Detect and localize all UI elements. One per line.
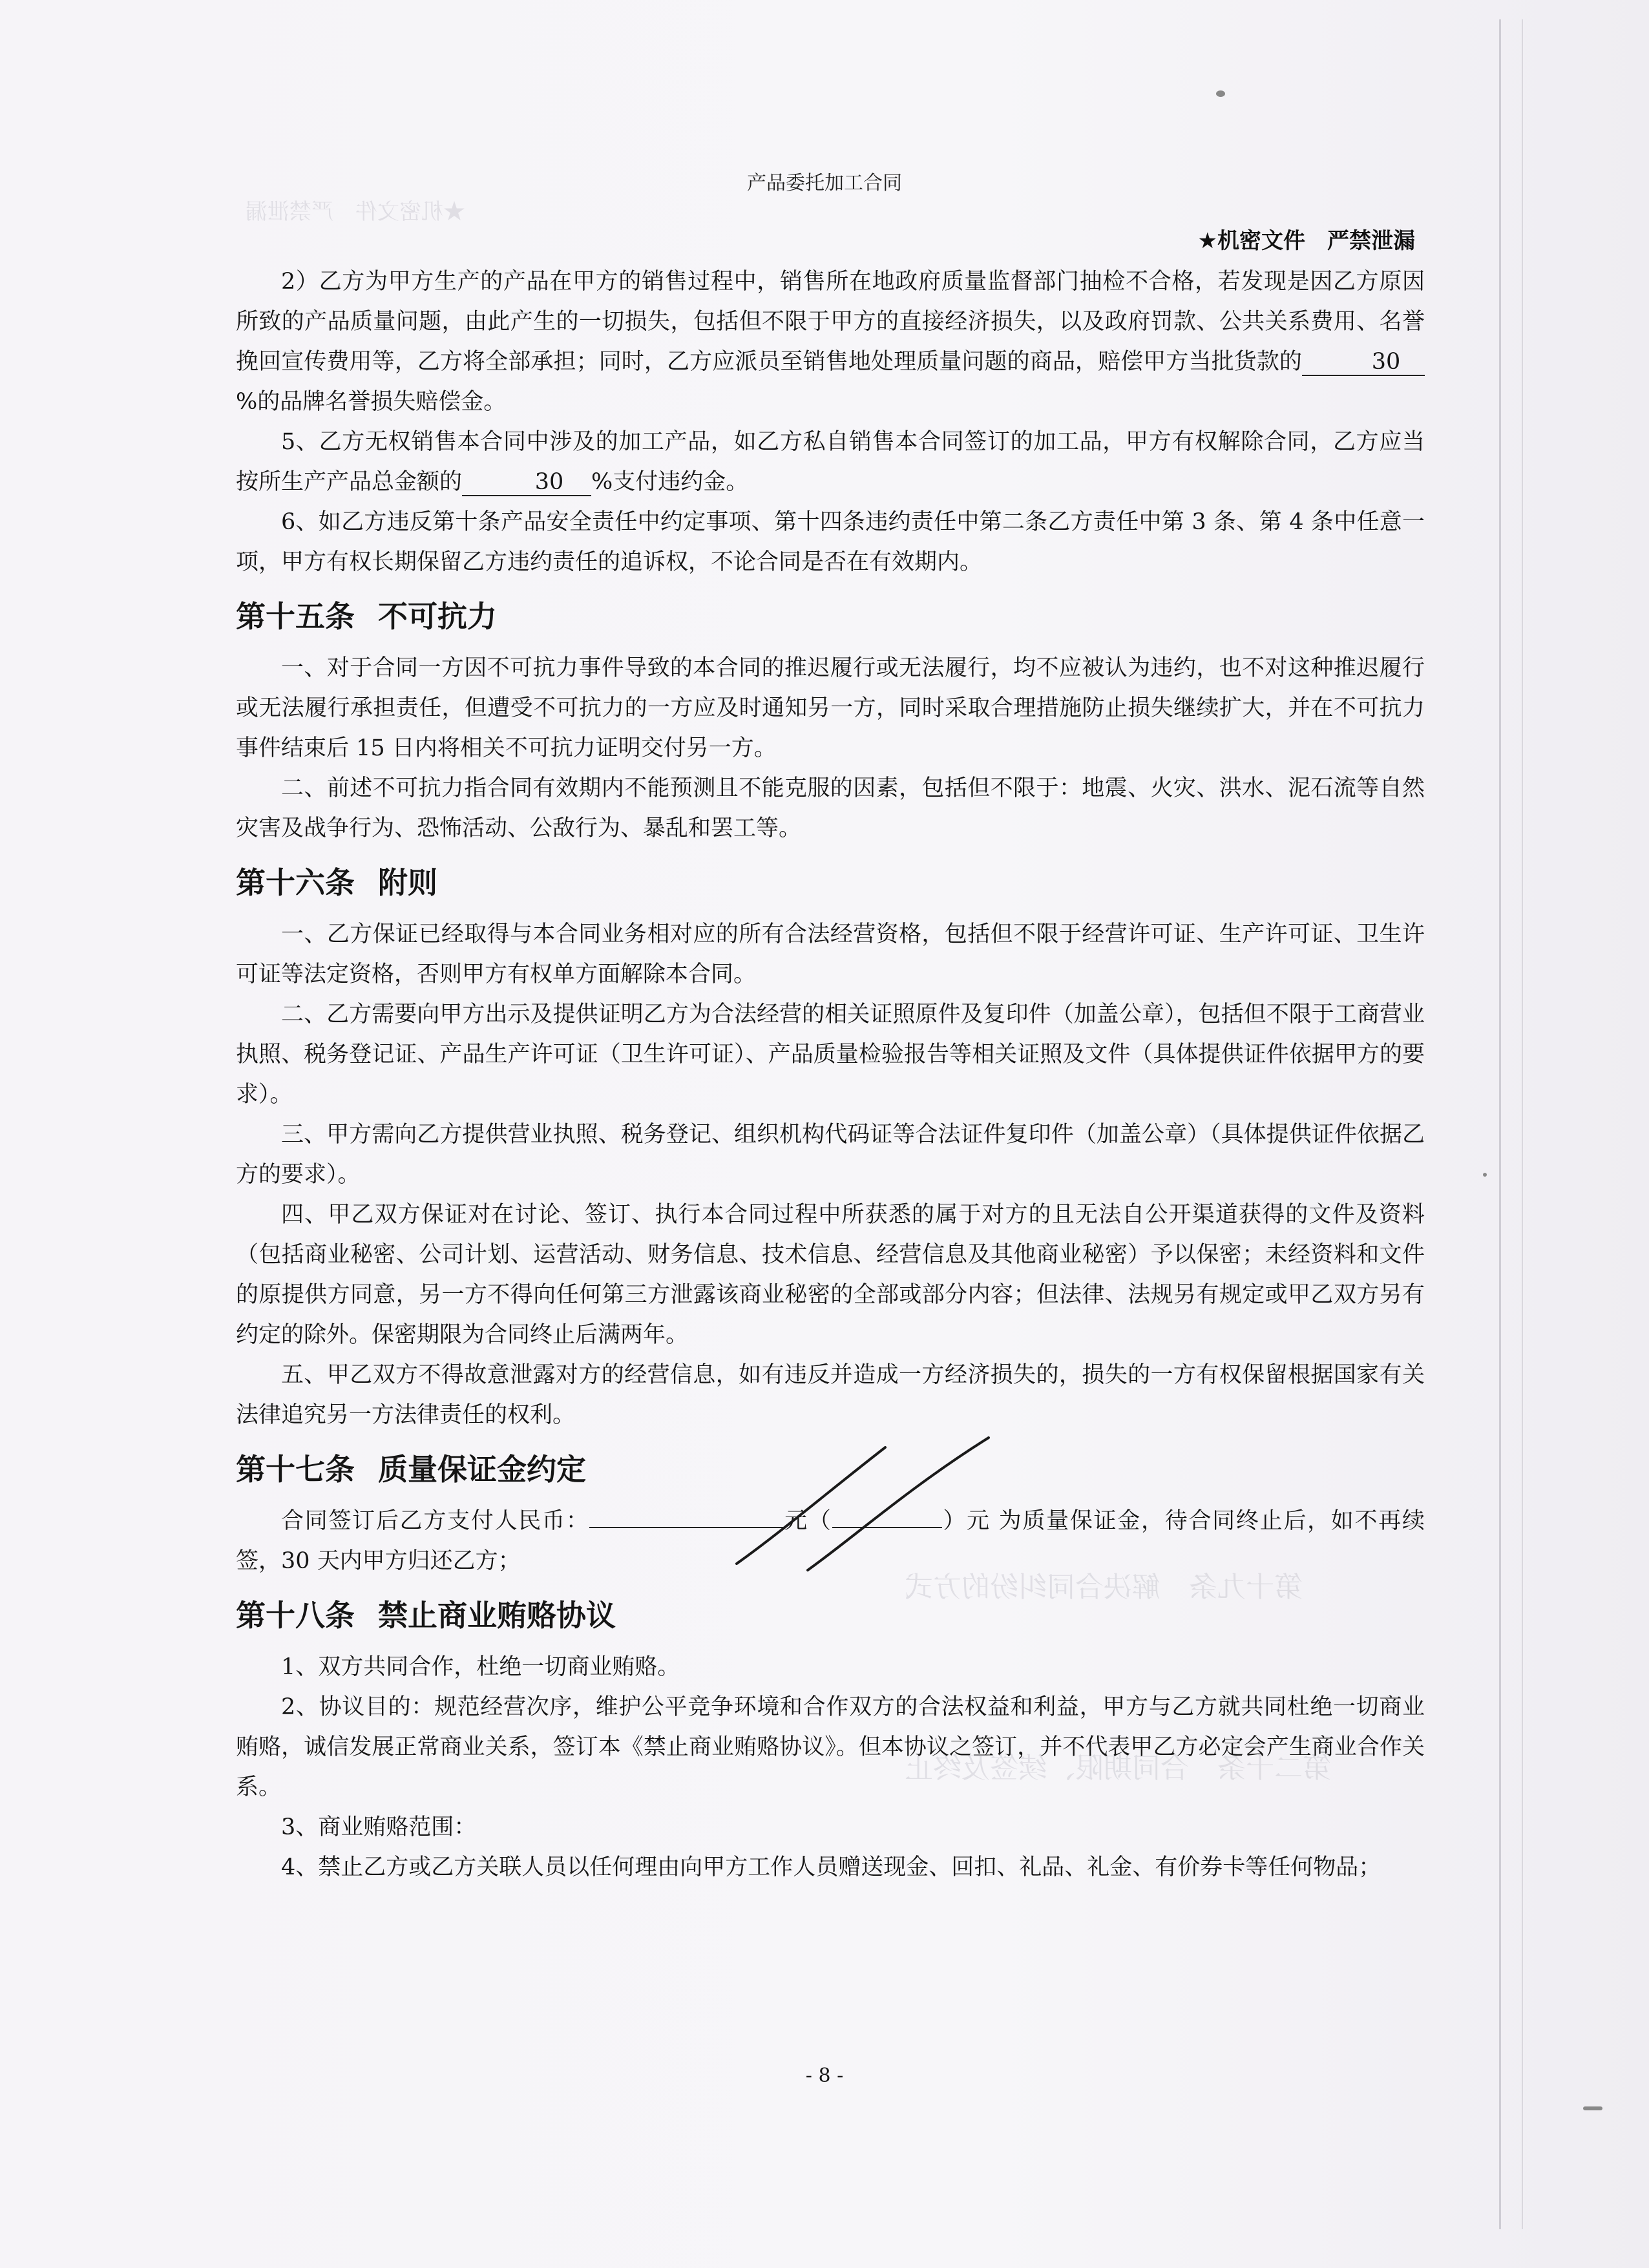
clause-text: 为质量保证金，待合同终止后，如不再续签，30 天内甲方归还乙方； xyxy=(236,1508,1425,1574)
article-title: 禁止商业贿赂协议 xyxy=(378,1598,616,1633)
percentage-blank: 30 xyxy=(462,469,591,496)
article-number: 第十七条 xyxy=(236,1452,355,1487)
article-paragraph: 3、商业贿赂范围： xyxy=(281,1814,477,1840)
clause-paragraph: 6、如乙方违反第十条产品安全责任中约定事项、第十四条违约责任中第二条乙方责任中第 3 条、第 4 条中任意一项，甲方有权长期保留乙方违约责任的追诉权，不论合同是否在有效期内。 xyxy=(236,509,1425,575)
article-heading xyxy=(236,1593,1425,1638)
article-title: 不可抗力 xyxy=(378,599,497,634)
article-title: 附则 xyxy=(378,865,437,900)
article-heading xyxy=(236,594,1425,639)
confidential-mark: ★机密文件 严禁泄漏 xyxy=(1197,228,1415,254)
scan-speck xyxy=(1216,90,1225,97)
handwritten-strike-lines xyxy=(724,1434,995,1577)
bleed-through-text: 第十九条 解决合同纠纷的方式 xyxy=(905,1571,1303,1604)
page-edge-shadow xyxy=(1522,19,1562,2229)
document-body xyxy=(236,262,1425,1887)
article-number: 第十五条 xyxy=(236,599,355,634)
article-heading xyxy=(236,860,1425,905)
article-number: 第十八条 xyxy=(236,1598,355,1633)
article-paragraph: 二、前述不可抗力指合同有效期内不能预测且不能克服的因素，包括但不限于：地震、火灾、洪水、泥石流等自然灾害及战争行为、恐怖活动、公敌行为、暴乱和罢工等。 xyxy=(236,775,1425,841)
scan-speck xyxy=(1583,2106,1602,2110)
article-paragraph: 一、乙方保证已经取得与本合同业务相对应的所有合法经营资格，包括但不限于经营许可证、生产许可证、卫生许可证等法定资格，否则甲方有权单方面解除本合同。 xyxy=(236,921,1425,987)
article-paragraph: 2、协议目的：规范经营次序，维护公平竞争环境和合作双方的合法权益和利益，甲方与乙方就共同杜绝一切商业贿赂，诚信发展正常商业关系，签订本《禁止商业贿赂协议》。但本协议之签订，并不代表甲乙方必定会产生商业合作关系。 xyxy=(236,1694,1425,1800)
unit-label: ）元 xyxy=(941,1508,991,1534)
clause-paragraph xyxy=(236,422,1425,502)
percentage-blank: 30 xyxy=(1302,349,1425,376)
clause-text: %支付违约金。 xyxy=(591,469,749,495)
bleed-through-text: 第二十条 合同期限、续签及终止 xyxy=(905,1752,1331,1785)
bleed-through-text: ★机密文件 严禁泄漏 xyxy=(246,199,465,225)
article-paragraph: 三、甲方需向乙方提供营业执照、税务登记、组织机构代码证等合法证件复印件（加盖公章）（具体提供证件依据乙方的要求）。 xyxy=(236,1122,1425,1188)
scan-speck xyxy=(1483,1173,1487,1177)
clause-text: 5、乙方无权销售本合同中涉及的加工产品，如乙方私自销售本合同签订的加工品，甲方有权解除合同，乙方应当按所生产产品总金额的 xyxy=(236,429,1425,495)
running-title: 产品委托加工合同 xyxy=(747,172,902,194)
article-paragraph: 五、甲乙双方不得故意泄露对方的经营信息，如有违反并造成一方经济损失的，损失的一方有权保留根据国家有关法律追究另一方法律责任的权利。 xyxy=(236,1362,1425,1428)
page-number: - 8 - xyxy=(805,2064,844,2087)
unit-label: 元（ xyxy=(783,1508,832,1534)
clause-text: %的品牌名誉损失赔偿金。 xyxy=(236,389,507,415)
clause-text: 合同签订后乙方支付人民币： xyxy=(281,1508,590,1534)
clause-text: 2）乙方为甲方生产的产品在甲方的销售过程中，销售所在地政府质量监督部门抽检不合格，若发现是因乙方原因所致的产品质量问题，由此产生的一切损失，包括但不限于甲方的直接经济损失，以及政府罚款、公共关系费用、名誉挽回宣传费用等，乙方将全部承担；同时，乙方应派员至销售地处理质量问题的商品，赔偿甲方当批货款的 xyxy=(236,269,1425,375)
article-paragraph: 二、乙方需要向甲方出示及提供证明乙方为合法经营的相关证照原件及复印件（加盖公章），包括但不限于工商营业执照、税务登记证、产品生产许可证（卫生许可证）、产品质量检验报告等相关证照及文件（具体提供证件依据甲方的要求）。 xyxy=(236,1002,1425,1108)
article-number: 第十六条 xyxy=(236,865,355,900)
article-paragraph: 一、对于合同一方因不可抗力事件导致的本合同的推迟履行或无法履行，均不应被认为违约，也不对这种推迟履行或无法履行承担责任，但遭受不可抗力的一方应及时通知另一方，同时采取合理措施防止损失继续扩大，并在不可抗力事件结束后 15 日内将相关不可抗力证明交付另一方。 xyxy=(236,655,1425,761)
clause-paragraph xyxy=(236,262,1425,422)
article-paragraph: 1、双方共同合作，杜绝一切商业贿赂。 xyxy=(281,1654,680,1680)
article-paragraph: 四、甲乙双方保证对在讨论、签订、执行本合同过程中所获悉的属于对方的且无法自公开渠道获得的文件及资料（包括商业秘密、公司计划、运营活动、财务信息、技术信息、经营信息及其他商业秘密）予以保密；未经资料和文件的原提供方同意，另一方不得向任何第三方泄露该商业秘密的全部或部分内容；但法律、法规另有规定或甲乙双方另有约定的除外。保密期限为合同终止后满两年。 xyxy=(236,1202,1425,1348)
article-title: 质量保证金约定 xyxy=(378,1452,586,1487)
article-paragraph: 4、禁止乙方或乙方关联人员以任何理由向甲方工作人员赠送现金、回扣、礼品、礼金、有价券卡等任何物品； xyxy=(281,1854,1381,1880)
